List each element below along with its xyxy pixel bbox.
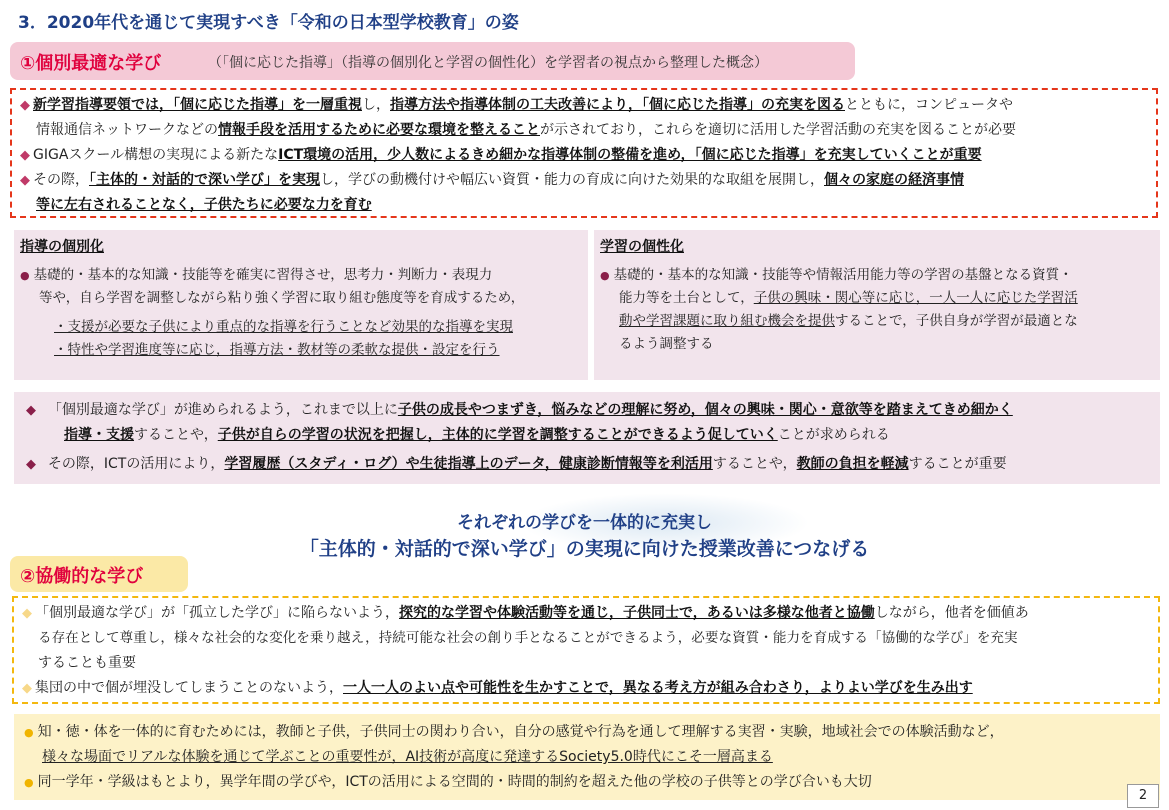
pink2-l2-bold2: 子供が自らの学習の状況を把握し，主体的に学習を調整することができるよう促していく — [217, 427, 778, 443]
panel-individualized-instruction — [14, 230, 588, 380]
redbox-line-4 — [20, 168, 1148, 193]
pink2-line-3 — [26, 452, 1160, 477]
pink2-l3-text2: することや， — [712, 456, 797, 472]
right-l4: るよう調整する — [619, 336, 714, 352]
center-message-line-1: それぞれの学びを一体的に充実し — [457, 513, 712, 533]
circle-bullet-icon: ● — [24, 776, 34, 789]
ypanel-l2: 様々な場面でリアルな体験を通じて学ぶことの重要性が，AI技術が高度に発達するSociety5.0時代にこそ一層高まる — [42, 749, 773, 765]
right-l1: 基礎的・基本的な知識・技能等や情報活用能力等の学習の基盤となる資質・ — [613, 267, 1073, 283]
panel-left-title: 指導の個別化 — [20, 239, 104, 255]
ybox-l1-text: 「個別最適な学び」が「孤立した学び」に陥らないよう， — [35, 605, 399, 621]
page-heading: 3．2020年代を通じて実現すべき「令和の日本型学校教育」の姿 — [18, 13, 519, 33]
ypanel-line-3 — [24, 770, 1160, 795]
redbox-line-3 — [20, 143, 1148, 168]
redbox-l4-text2: し，学びの動機付けや幅広い資質・能力の育成に向けた効果的な取組を展開し， — [320, 172, 824, 188]
individual-learning-notes — [14, 392, 1160, 484]
diamond-bullet-icon: ◆ — [20, 148, 30, 163]
diamond-bullet-icon: ◆ — [26, 403, 36, 418]
redbox-l1-text: し， — [362, 97, 390, 113]
section1-subtitle: （「個に応じた指導」（指導の個別化と学習の個性化）を学習者の視点から整理した概念） — [208, 55, 768, 71]
pink2-l3-bold2: 教師の負担を軽減 — [796, 456, 909, 472]
redbox-l4-text: その際， — [33, 172, 89, 188]
right-l2-underline: 子供の興味・関心等に応じ，一人一人に応じた学習活 — [753, 290, 1078, 306]
redbox-l2-text2: が示されており，これらを適切に活用した学習活動の充実を図ることが必要 — [540, 122, 1016, 138]
pink2-l1-bold: 子供の成長やつまずき，悩みなどの理解に努め，個々の興味・関心・意欲等を踏まえてきめ細かく — [397, 402, 1013, 418]
pink2-l3-text3: することが重要 — [908, 456, 1007, 472]
pink2-line-1 — [26, 398, 1160, 423]
left-l3: ・支援が必要な子供により重点的な指導を行うことなど効果的な指導を実現 — [54, 319, 513, 335]
diamond-bullet-icon: ◆ — [22, 681, 32, 696]
ybox-l1-text2: しながら，他者を価値あ — [874, 605, 1029, 621]
right-l2-text: 能力等を土台として， — [619, 290, 754, 306]
redbox-line-2 — [20, 118, 1148, 143]
ypanel-line-1 — [24, 720, 1160, 745]
ybox-line-4 — [22, 676, 1152, 701]
redbox-l5-bold: 等に左右されることなく，子供たちに必要な力を育む — [36, 197, 372, 213]
circle-bullet-icon: ● — [24, 726, 34, 739]
section2-title: ②協働的な学び — [20, 566, 144, 587]
diamond-bullet-icon: ◆ — [20, 173, 30, 188]
panel-right-title: 学習の個性化 — [600, 239, 684, 255]
center-message-line-2: 「主体的・対話的で深い学び」の実現に向けた授業改善につなげる — [299, 538, 870, 560]
diamond-bullet-icon: ◆ — [20, 98, 30, 113]
left-l2: 等や，自ら学習を調整しながら粘り強く学習に取り組む態度等を育成するため， — [39, 290, 525, 306]
pink2-l3-bold: 学習履歴（スタディ・ログ）や生徒指導上のデータ，健康診断情報等を利活用 — [224, 456, 713, 472]
redbox-l3-bold: ICT環境の活用，少人数によるきめ細かな指導体制の整備を進め，「個に応じた指導」を充実していくことが重要 — [278, 147, 982, 163]
ybox-l3: することも重要 — [38, 655, 136, 671]
redbox-line-5 — [20, 193, 1148, 218]
section1-title: ①個別最適な学び — [20, 53, 162, 74]
redbox-l4-bold: 「主体的・対話的で深い学び」を実現 — [89, 172, 320, 188]
ybox-l4-text: 集団の中で個が埋没してしまうことのないよう， — [35, 680, 343, 696]
diamond-bullet-icon: ◆ — [22, 606, 32, 621]
pink2-l2-text2: ことが求められる — [777, 427, 890, 443]
redbox-l1-bold: 新学習指導要領では，「個に応じた指導」を一層重視 — [33, 97, 362, 113]
page-number: 2 — [1127, 784, 1159, 808]
collaborative-learning-notes — [14, 714, 1160, 800]
right-l3-text: することで，子供自身が学習が最適とな — [835, 313, 1078, 329]
pink2-l1-text: 「個別最適な学び」が進められるよう，これまで以上に — [47, 402, 398, 418]
ybox-l1-bold: 探究的な学習や体験活動等を通じ，子供同士で，あるいは多様な他者と協働 — [399, 605, 875, 621]
left-l4: ・特性や学習進度等に応じ，指導方法・教材等の柔軟な提供・設定を行う — [54, 342, 500, 358]
ybox-l4-bold: 一人一人のよい点や可能性を生かすことで，異なる考え方が組み合わさり，よりよい学びを生み出す — [343, 680, 973, 696]
left-l1: 基礎的・基本的な知識・技能等を確実に習得させ，思考力・判断力・表現力 — [33, 267, 493, 283]
redbox-l2-bold: 情報手段を活用するために必要な環境を整えること — [218, 122, 540, 138]
panel-personalized-learning — [594, 230, 1160, 380]
redbox-l1-text2: とともに，コンピュータや — [845, 97, 1013, 113]
diamond-bullet-icon: ◆ — [26, 457, 36, 472]
pink2-l2-text: することや， — [134, 427, 218, 443]
ypanel-l1: 知・徳・体を一体的に育むためには，教師と子供，子供同士の関わり合い，自分の感覚や行為を通して理解する実習・実験，地域社会での体験活動など， — [37, 724, 1004, 740]
pink2-l3-text: その際，ICTの活用により， — [47, 456, 225, 472]
yellow-dashed-box — [12, 596, 1160, 704]
redbox-l4-bold2: 個々の家庭の経済事情 — [824, 172, 964, 188]
redbox-l3-text: GIGAスクール構想の実現による新たな — [33, 147, 279, 163]
section2-badge-bar — [10, 556, 188, 592]
pink2-line-2 — [26, 423, 1160, 448]
panel-right-body — [600, 264, 1078, 356]
redbox-line-1 — [20, 93, 1148, 118]
pink2-l2-bold: 指導・支援 — [64, 427, 134, 443]
redbox-l2-text: 情報通信ネットワークなどの — [36, 122, 218, 138]
section1-badge-bar — [10, 42, 855, 80]
red-dashed-box — [10, 88, 1158, 218]
circle-bullet-icon: ● — [20, 269, 30, 282]
right-l3-underline: 動や学習課題に取り組む機会を提供 — [619, 313, 835, 329]
circle-bullet-icon: ● — [600, 269, 610, 282]
panel-left-body — [20, 264, 524, 362]
ybox-l2: る存在として尊重し，様々な社会的な変化を乗り越え，持続可能な社会の創り手となることができるよう，必要な資質・能力を育成する「協働的な学び」を充実 — [38, 630, 1018, 646]
ybox-line-1 — [22, 601, 1152, 626]
ypanel-l3: 同一学年・学級はもとより，異学年間の学びや，ICTの活用による空間的・時間的制約を超えた他の学校の子供等との学び合いも大切 — [37, 774, 872, 790]
redbox-l1-bold2: 指導方法や指導体制の工夫改善により，「個に応じた指導」の充実を図る — [390, 97, 845, 113]
